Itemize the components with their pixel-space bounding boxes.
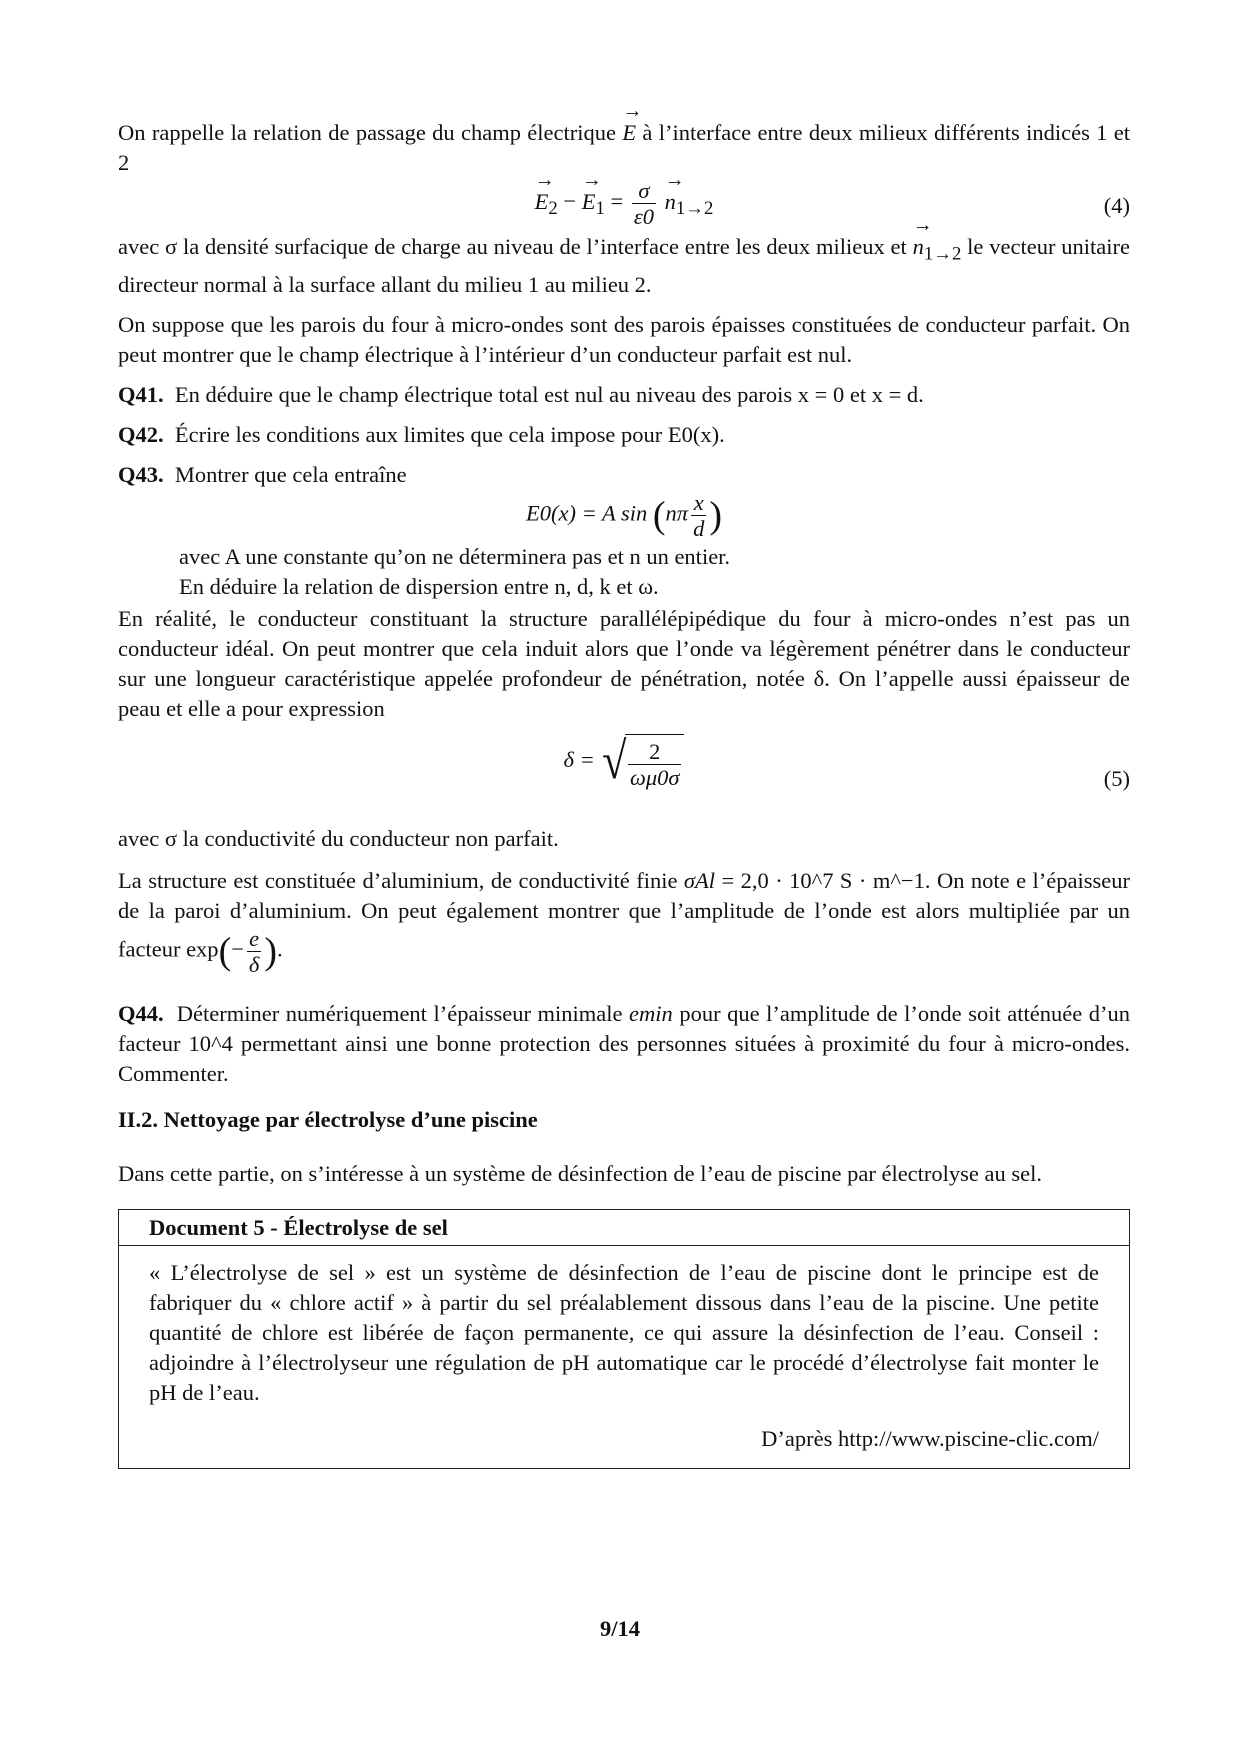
walls-paragraph: On suppose que les parois du four à micro-ondes sont des parois épaisses constituées de conducteur parfait. On peut montrer que le champ électrique à l’intérieur d’un conducteur parfait est nul. bbox=[118, 311, 1130, 367]
after-eq4-paragraph: avec σ la densité surfacique de charge au niveau de l’interface entre les deux milieux et → $n_{1\to 2}$ le vecteur unitaire directeur normal à la surface allant du milieu 1 au milieu 2. bbox=[118, 232, 1130, 300]
question-44: Q44. Déterminer numériquement l’épaisseur minimale emin pour que l’amplitude de l’onde soit atténuée d’un facteur 10^4 permettant ainsi une bonne protection des personnes situées à proximité du four à micro-ondes. Commenter. bbox=[118, 1000, 1131, 1086]
skin-depth-paragraph: En réalité, le conducteur constituant la structure parallélépipédique du four à micro-ondes n’est pas un conducteur idéal. On peut montrer que cela induit alors que l’onde va légèrement pénétrer dans le conducteur sur une longueur caractéristique appelée profondeur de pénétration, notée δ. On l’appelle aussi épaisseur de peau et elle a pour expression bbox=[118, 605, 1130, 721]
intro-paragraph: On rappelle la relation de passage du champ électrique → E à l’interface entre deux milieux différents indicés 1 et 2 bbox=[118, 118, 1130, 178]
page-number: 9/14 bbox=[599, 1616, 640, 1641]
document-source: D’après http://www.piscine-clic.com/ bbox=[761, 1425, 1099, 1451]
question-41: Q41. En déduire que le champ électrique total est nul au niveau des parois x = 0 et x = d. bbox=[118, 381, 924, 407]
sigma-over-epsilon: $\frac{\sigma}{\varepsilon 0}$ bbox=[633, 178, 654, 229]
question-43-continuation: avec A une constante qu’on ne déterminera pas et n un entier. En déduire la relation de dispersion entre n, d, k et ω. bbox=[179, 543, 731, 599]
equation-q43: E0(x) = A sin (nπ $\frac{x}{d}$ ) bbox=[526, 489, 722, 541]
equation-number-4: (4) bbox=[1103, 193, 1130, 218]
after-eq5-paragraph: avec σ la conductivité du conducteur non parfait. bbox=[118, 825, 559, 851]
question-43: Q43. Montrer que cela entraîne bbox=[118, 461, 407, 487]
section-title: II.2. Nettoyage par électrolyse d’une piscine bbox=[118, 1106, 538, 1132]
equation-number-5: (5) bbox=[1103, 765, 1130, 791]
equation-4: → $E_2$ − → $E_1$ = $\frac{\sigma}{\varepsilon 0}$ → $n_{1\to 2}$ (4) bbox=[118, 178, 1130, 232]
square-root: √ $\frac{2}{\omega\mu 0\sigma}$ bbox=[600, 734, 684, 790]
question-42: Q42. Écrire les conditions aux limites que cela impose pour E0(x). bbox=[118, 421, 725, 447]
document-title: Document 5 - Électrolyse de sel bbox=[119, 1210, 1129, 1246]
document-body: « L’électrolyse de sel » est un système de désinfection de l’eau de piscine dont le principe est de fabriquer du « chlore actif » à partir du sel préalablement dissous dans l’eau de la piscine. Une petite quantité de chlore est libérée de façon permanente, ce qui assure la désinfection de l’eau. Conseil : adjoindre à l’électrolyseur une régulation de pH automatique car le procédé d’électrolyse fait monter le pH de l’eau. D’après http://www.piscine-clic.com/ bbox=[119, 1246, 1129, 1468]
equation-5: δ = √ $\frac{2}{\omega\mu 0\sigma}$ (5) bbox=[118, 734, 1130, 824]
section-intro: Dans cette partie, on s’intéresse à un système de désinfection de l’eau de piscine par électrolyse au sel. bbox=[118, 1160, 1043, 1186]
aluminium-paragraph: La structure est constituée d’aluminium, de conductivité finie σAl = 2,0 · 10^7 S · m^−1. On note e l’épaisseur de la paroi d’aluminium. On peut également montrer que l’amplitude de l’onde est alors multipliée par un facteur exp(− $\frac{e}{\delta}$ ). bbox=[118, 867, 1131, 977]
document-5-box bbox=[118, 1209, 1130, 1469]
page-content bbox=[118, 118, 1130, 1469]
vector-E: → E bbox=[622, 118, 636, 148]
